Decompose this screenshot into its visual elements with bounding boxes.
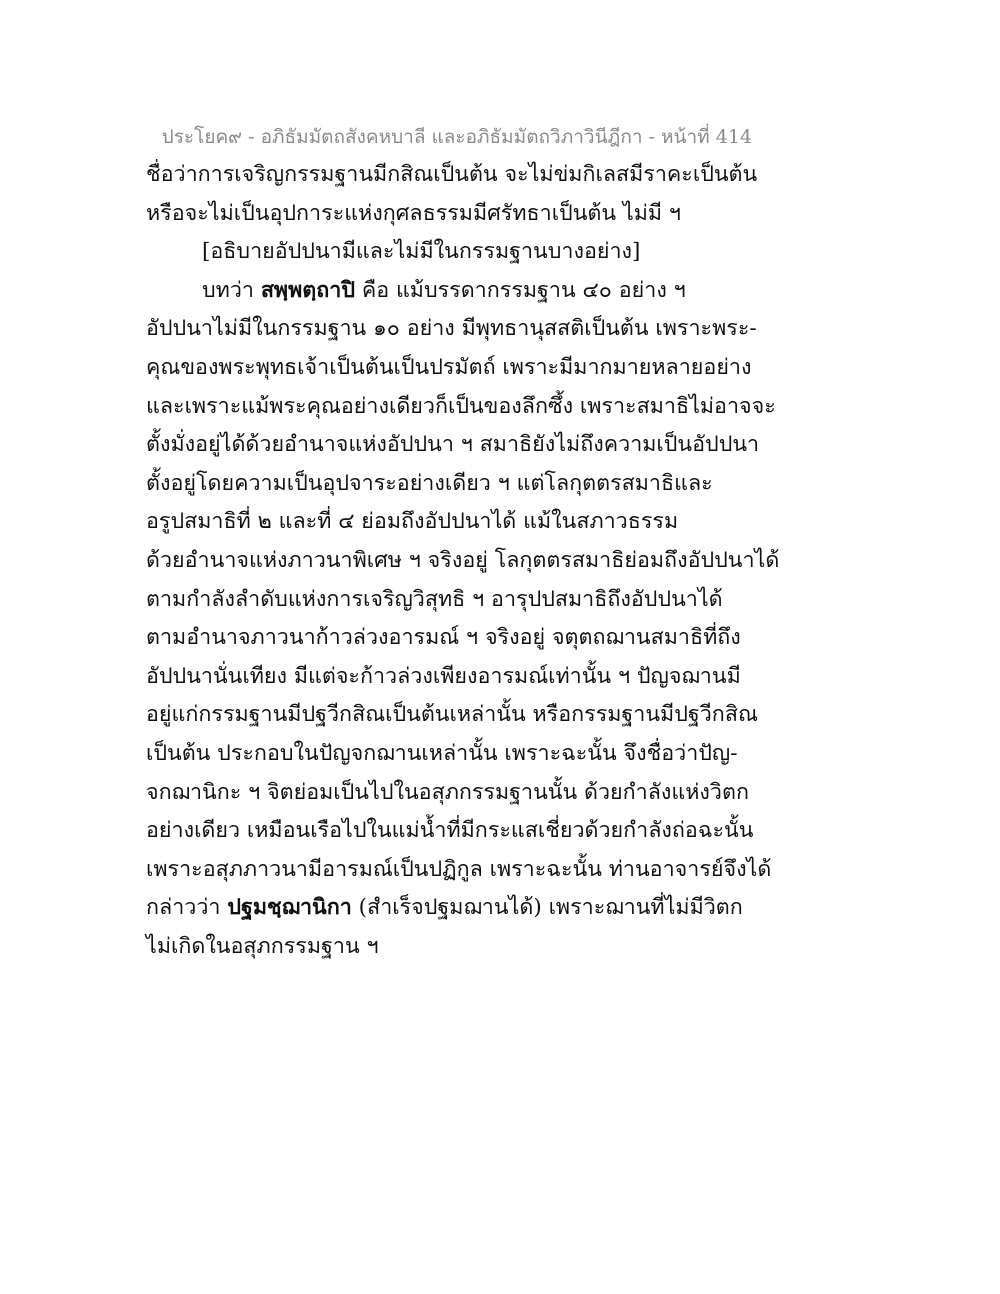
text-segment: (สำเร็จปฐมฌานได้) เพราะฌานที่ไม่มีวิตก xyxy=(351,895,743,921)
text-line xyxy=(146,195,866,234)
bold-term: สพฺพตฺถาปิ xyxy=(260,277,355,303)
text-segment: ตั้งมั่งอยู่ได้ด้วยอำนาจแห่งอัปปนา ฯ สมาธิยังไม่ถึงความเป็นอัปปนา xyxy=(146,432,760,458)
page-header: ประโยค๙ - อภิธัมมัตถสังคหบาลี และอภิธัมมัตถวิภาวินีฎีกา - หน้าที่ 414 xyxy=(161,126,752,148)
text-line xyxy=(146,735,866,774)
text-line xyxy=(146,581,866,620)
text-segment: อยู่แก่กรรมฐานมีปฐวีกสิณเป็นต้นเหล่านั้น หรือกรรมฐานมีปฐวีกสิณ xyxy=(146,702,758,728)
text-segment: หรือจะไม่เป็นอุปการะแห่งกุศลธรรมมีศรัทธาเป็นต้น ไม่มี ฯ xyxy=(146,200,681,226)
text-line xyxy=(146,619,866,658)
text-line xyxy=(146,542,866,581)
text-segment: บทว่า xyxy=(202,277,261,303)
text-line xyxy=(146,310,866,349)
text-line xyxy=(146,272,866,311)
text-segment: คือ แม้บรรดากรรมฐาน ๔๐ อย่าง ฯ xyxy=(354,277,686,303)
bold-term: ปฐมชฺฌานิกา xyxy=(227,895,352,921)
text-line xyxy=(146,465,866,504)
text-segment: ตามอำนาจภาวนาก้าวล่วงอารมณ์ ฯ จริงอยู่ จตุตถฌานสมาธิที่ถึง xyxy=(146,625,741,651)
text-line xyxy=(146,503,866,542)
text-segment: ไม่เกิดในอสุภกรรมฐาน ฯ xyxy=(146,933,379,959)
text-segment: เพราะอสุภภาวนามีอารมณ์เป็นปฏิกูล เพราะฉะนั้น ท่านอาจารย์จึงได้ xyxy=(146,856,772,882)
text-line xyxy=(146,658,866,697)
text-segment: [อธิบายอัปปนามีและไม่มีในกรรมฐานบางอย่าง] xyxy=(202,239,641,265)
text-segment: จกฌานิกะ ฯ จิตย่อมเป็นไปในอสุภกรรมฐานนั้น ด้วยกำลังแห่งวิตก xyxy=(146,779,749,805)
text-segment: คุณของพระพุทธเจ้าเป็นต้นเป็นปรมัตถ์ เพราะมีมากมายหลายอย่าง xyxy=(146,354,752,380)
text-segment: ด้วยอำนาจแห่งภาวนาพิเศษ ฯ จริงอยู่ โลกุตตรสมาธิย่อมถึงอัปปนาได้ xyxy=(146,547,780,573)
text-line xyxy=(146,696,866,735)
text-line xyxy=(146,889,866,928)
text-segment: อย่างเดียว เหมือนเรือไปในแม่น้ำที่มีกระแสเชี่ยวด้วยกำลังถ่อฉะนั้น xyxy=(146,818,754,844)
text-line xyxy=(146,928,866,967)
text-line xyxy=(146,349,866,388)
text-segment: อัปปนานั่นเทียง มีแต่จะก้าวล่วงเพียงอารมณ์เท่านั้น ฯ ปัญจฌานมี xyxy=(146,663,741,689)
text-segment: กล่าวว่า xyxy=(146,895,228,921)
text-line xyxy=(146,233,866,272)
text-segment: ชื่อว่าการเจริญกรรมฐานมีกสิณเป็นต้น จะไม่ข่มกิเลสมีราคะเป็นต้น xyxy=(146,162,758,187)
text-line xyxy=(146,812,866,851)
text-line xyxy=(146,426,866,465)
text-segment: อัปปนาไม่มีในกรรมฐาน ๑๐ อย่าง มีพุทธานุสสติเป็นต้น เพราะพระ- xyxy=(146,316,757,342)
body-text xyxy=(146,156,866,966)
text-segment: ตามกำลังลำดับแห่งการเจริญวิสุทธิ ฯ อารุปปสมาธิถึงอัปปนาได้ xyxy=(146,586,723,612)
text-line xyxy=(146,774,866,813)
text-segment: และเพราะแม้พระคุณอย่างเดียวก็เป็นของลึกซึ้ง เพราะสมาธิไม่อาจจะ xyxy=(146,393,776,419)
text-line xyxy=(146,388,866,427)
text-line xyxy=(146,851,866,890)
text-segment: อรูปสมาธิที่ ๒ และที่ ๔ ย่อมถึงอัปปนาได้ แม้ในสภาวธรรม xyxy=(146,509,679,535)
text-line xyxy=(146,156,866,195)
text-segment: ตั้งอยู่โดยความเป็นอุปจาระอย่างเดียว ฯ แต่โลกุตตรสมาธิและ xyxy=(146,470,713,496)
text-segment: เป็นต้น ประกอบในปัญจกฌานเหล่านั้น เพราะฉะนั้น จึงชื่อว่าปัญ- xyxy=(146,740,738,766)
